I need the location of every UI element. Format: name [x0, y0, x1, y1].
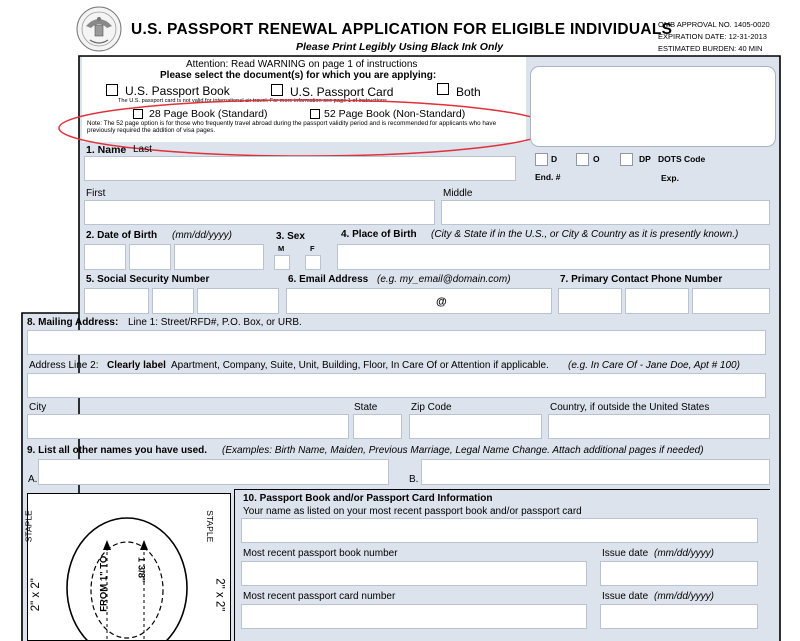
email-label: 6. Email Address: [288, 274, 369, 285]
other-names-hint: (Examples: Birth Name, Maiden, Previous Marriage, Legal Name Change. Attach additional pages if needed): [222, 445, 704, 456]
photo-staple-left: STAPLE: [23, 510, 34, 543]
address-line2-example: (e.g. In Care Of - Jane Doe, Apt # 100): [568, 360, 740, 371]
passport-book-label: U.S. Passport Book: [125, 84, 230, 98]
pob-label: 4. Place of Birth: [341, 229, 417, 240]
book-info-name-label: Your name as listed on your most recent passport book and/or passport card: [243, 506, 582, 517]
book-issue-date-label: Issue date: [602, 548, 649, 559]
dots-code-label: DOTS Code: [658, 154, 706, 164]
omb-approval: OMB APPROVAL NO. 1405-0020: [658, 20, 770, 29]
office-d-checkbox[interactable]: [535, 153, 548, 166]
book-28-label: 28 Page Book (Standard): [149, 108, 268, 120]
last-name-label: Last: [133, 144, 152, 155]
book-issue-date-hint: (mm/dd/yyyy): [654, 548, 714, 559]
photo-size-right: 2" x 2": [213, 578, 226, 612]
middle-name-label: Middle: [443, 188, 473, 199]
phone-label: 7. Primary Contact Phone Number: [560, 274, 723, 285]
sex-m-box[interactable]: [274, 255, 290, 270]
card-issue-date-label: Issue date: [602, 591, 649, 602]
photo-from-label: FROM 1" TO: [98, 555, 110, 612]
book-number-input[interactable]: [241, 561, 587, 586]
book-issue-date-input[interactable]: [600, 561, 758, 586]
state-input[interactable]: [353, 414, 402, 439]
other-names-label: 9. List all other names you have used.: [27, 445, 208, 456]
card-issue-date-input[interactable]: [600, 604, 758, 629]
form-subtitle: Please Print Legibly Using Black Ink Only: [296, 41, 504, 53]
sex-m-label: M: [278, 244, 285, 253]
attention-text: Attention: Read WARNING on page 1 of instructions: [186, 59, 418, 70]
first-name-input[interactable]: [84, 200, 435, 225]
office-dp-checkbox[interactable]: [620, 153, 633, 166]
card-number-label: Most recent passport card number: [243, 591, 396, 602]
office-use-box: [530, 66, 776, 147]
endorsement-label: End. #: [535, 172, 561, 182]
phone-prefix-input[interactable]: [625, 288, 689, 314]
selection-prompt: Please select the document(s) for which you are applying:: [160, 70, 437, 81]
place-of-birth-input[interactable]: [337, 244, 770, 270]
other-name-b-input[interactable]: [421, 459, 770, 485]
zip-label: Zip Code: [411, 402, 452, 413]
ssn-label: 5. Social Security Number: [86, 274, 210, 285]
sex-label: 3. Sex: [276, 231, 305, 242]
sex-f-label: F: [310, 244, 315, 253]
email-input[interactable]: [286, 288, 552, 314]
city-input[interactable]: [27, 414, 349, 439]
office-dp-label: DP: [639, 154, 651, 164]
address-line2-desc: Apartment, Company, Suite, Unit, Building, Floor, In Care Of or Attention if applicable.: [171, 360, 549, 371]
address-line2-label: Address Line 2:: [29, 360, 99, 371]
city-label: City: [29, 402, 47, 413]
passport-card-label: U.S. Passport Card: [290, 85, 394, 99]
address-line2-clearly: Clearly label: [107, 360, 166, 371]
other-name-a-label: A.: [28, 474, 38, 485]
dob-day-input[interactable]: [129, 244, 171, 270]
card-issue-date-hint: (mm/dd/yyyy): [654, 591, 714, 602]
address-line2-input[interactable]: [27, 373, 766, 398]
card-number-input[interactable]: [241, 604, 587, 629]
email-hint: (e.g. my_email@domain.com): [377, 274, 511, 285]
highlight-ellipse: [56, 97, 554, 159]
book-number-label: Most recent passport book number: [243, 548, 398, 559]
ssn-part1-input[interactable]: [84, 288, 149, 314]
country-label: Country, if outside the United States: [550, 402, 710, 413]
state-label: State: [354, 402, 378, 413]
mailing-line1-label: Line 1: Street/RFD#, P.O. Box, or URB.: [128, 317, 302, 328]
name-section-label: 1. Name: [86, 144, 127, 156]
email-at-symbol: @: [436, 296, 447, 308]
card-validity-note: The U.S. passport card is not valid for international air travel. For more information see page 1 of instructions.: [118, 98, 389, 104]
first-name-label: First: [86, 188, 106, 199]
expiration-code-label: Exp.: [661, 173, 679, 183]
ssn-part2-input[interactable]: [152, 288, 194, 314]
book-52-label: 52 Page Book (Non-Standard): [324, 108, 466, 120]
middle-name-input[interactable]: [441, 200, 770, 225]
address-line1-input[interactable]: [27, 330, 766, 355]
office-o-label: O: [593, 154, 600, 164]
ssn-part3-input[interactable]: [197, 288, 279, 314]
office-d-label: D: [551, 154, 558, 164]
zip-input[interactable]: [409, 414, 542, 439]
photo-to-label: 1 3/8": [135, 556, 147, 583]
pob-hint: (City & State if in the U.S., or City & Country as it is presently known.): [431, 229, 739, 240]
book-info-title: 10. Passport Book and/or Passport Card Information: [243, 493, 493, 504]
photo-staple-right: STAPLE: [205, 510, 216, 543]
phone-line-input[interactable]: [692, 288, 770, 314]
dob-hint: (mm/dd/yyyy): [172, 230, 232, 241]
previous-name-input[interactable]: [241, 518, 758, 543]
phone-area-input[interactable]: [558, 288, 622, 314]
dob-label: 2. Date of Birth: [86, 230, 158, 241]
both-label: Both: [456, 85, 481, 99]
estimated-burden: ESTIMATED BURDEN: 40 MIN: [658, 44, 763, 53]
passport-card-checkbox[interactable]: [271, 84, 283, 96]
book-52-note: Note: The 52 page option is for those who frequently travel abroad during the passport validity period and is recommended for applicants who have previously required the addition of visa pages.: [87, 120, 497, 134]
other-name-b-label: B.: [409, 474, 419, 485]
expiration-date: EXPIRATION DATE: 12-31-2013: [658, 32, 767, 41]
sex-f-box[interactable]: [305, 255, 321, 270]
mailing-label: 8. Mailing Address:: [27, 317, 119, 328]
country-input[interactable]: [548, 414, 770, 439]
form-title: U.S. PASSPORT RENEWAL APPLICATION FOR ELIGIBLE INDIVIDUALS: [131, 21, 673, 38]
office-o-checkbox[interactable]: [576, 153, 589, 166]
passport-book-checkbox[interactable]: [106, 84, 118, 96]
dob-year-input[interactable]: [174, 244, 264, 270]
last-name-input[interactable]: [84, 156, 516, 181]
dob-month-input[interactable]: [84, 244, 126, 270]
photo-size-left: 2" x 2": [29, 578, 42, 612]
both-checkbox[interactable]: [437, 83, 449, 95]
other-name-a-input[interactable]: [38, 459, 389, 485]
